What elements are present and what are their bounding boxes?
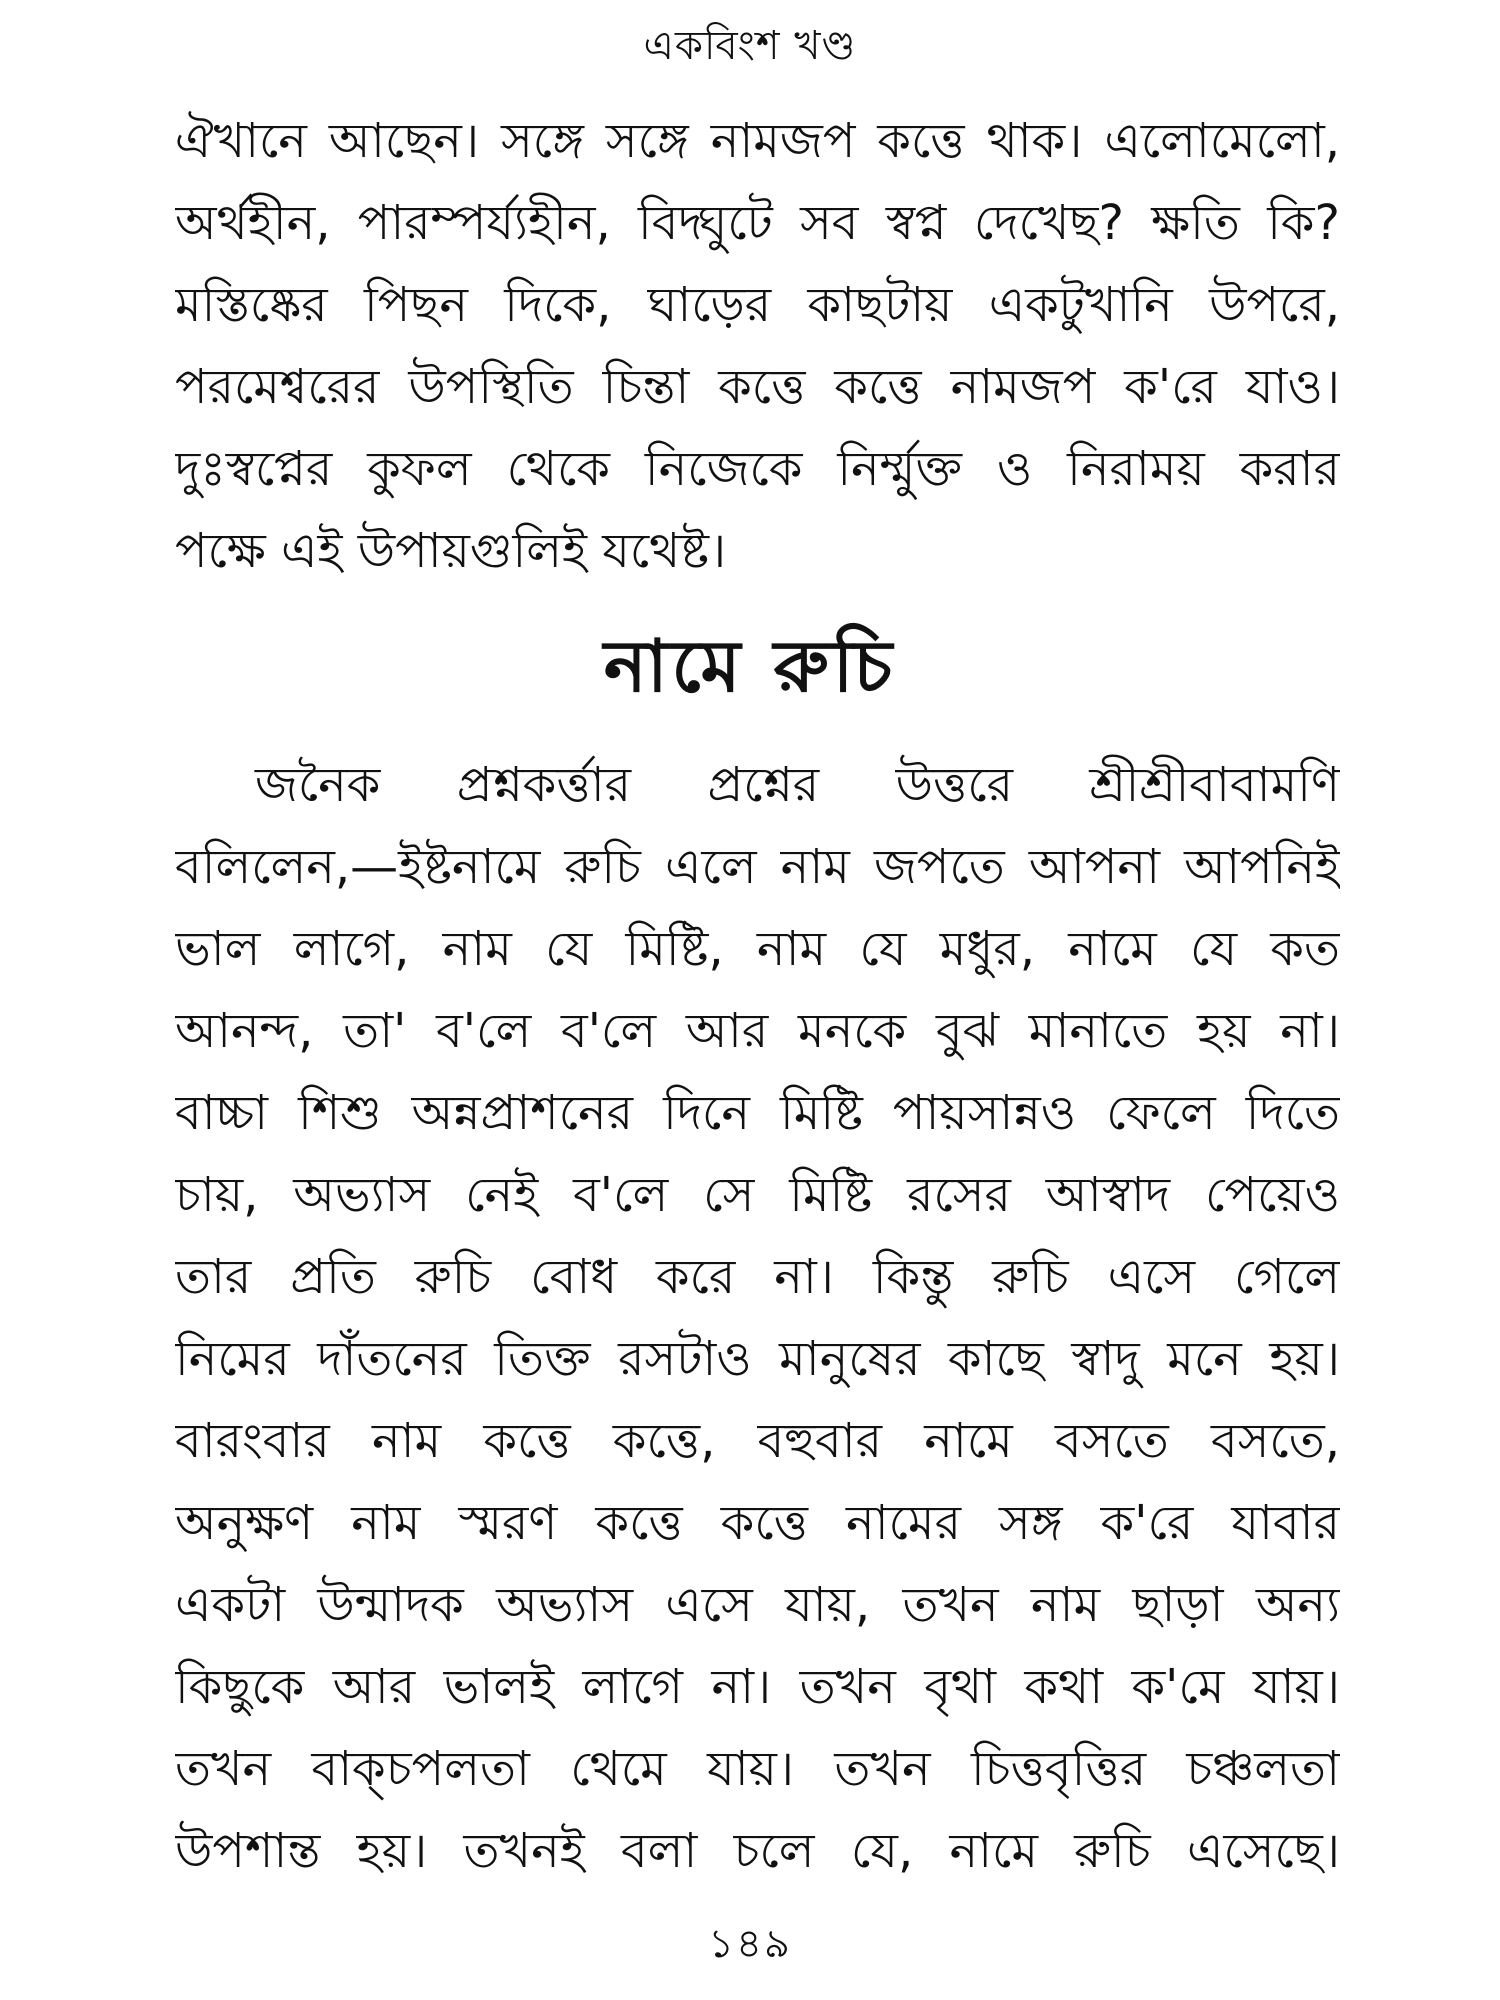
- paragraph-line: ঐখানে আছেন। সঙ্গে সঙ্গে নামজপ কত্তে থাক। এলোমেলো,: [175, 113, 1340, 169]
- paragraph-line: কিছুকে আর ভালই লাগে না। তখন বৃথা কথা ক'মে যায়।: [175, 1659, 1340, 1715]
- paragraph-line: অনুক্ষণ নাম স্মরণ কত্তে কত্তে নামের সঙ্গ ক'রে যাবার: [175, 1495, 1340, 1551]
- paragraph-line: মস্তিষ্কের পিছন দিকে, ঘাড়ের কাছটায় একটুখানি উপরে,: [175, 277, 1340, 333]
- paragraph-line: বারংবার নাম কত্তে কত্তে, বহুবার নামে বসতে বসতে,: [175, 1413, 1340, 1469]
- paragraph-line: আনন্দ, তা' ব'লে ব'লে আর মনকে বুঝ মানাতে হয় না।: [175, 1003, 1340, 1059]
- page-number: ১৪৯: [708, 1921, 792, 1967]
- paragraph-line: পরমেশ্বরের উপস্থিতি চিন্তা কত্তে কত্তে নামজপ ক'রে যাও।: [175, 359, 1340, 415]
- paragraph-line: জনৈক প্রশ্নকর্ত্তার প্রশ্নের উত্তরে শ্রীশ্রীবাবামণি: [255, 757, 1340, 813]
- paragraph-line: চায়, অভ্যাস নেই ব'লে সে মিষ্টি রসের আস্বাদ পেয়েও: [175, 1167, 1340, 1223]
- paragraph-line: বলিলেন,—ইষ্টনামে রুচি এলে নাম জপতে আপনা আপনিই: [175, 839, 1340, 895]
- paragraph-line: উপশান্ত হয়। তখনই বলা চলে যে, নামে রুচি এসেছে।: [175, 1823, 1340, 1879]
- paragraph-line: বাচ্চা শিশু অন্নপ্রাশনের দিনে মিষ্টি পায়সান্নও ফেলে দিতে: [175, 1085, 1340, 1141]
- top-paragraph: [175, 100, 1340, 592]
- paragraph-line: পক্ষে এই উপায়গুলিই যথেষ্ট।: [175, 523, 727, 579]
- section-heading: নামে রুচি: [603, 624, 897, 708]
- paragraph-line: নিমের দাঁতনের তিক্ত রসটাও মানুষের কাছে স্বাদু মনে হয়।: [175, 1331, 1340, 1387]
- paragraph-line: অর্থহীন, পারম্পর্য্যহীন, বিদ্ঘুটে সব স্বপ্ন দেখেছ? ক্ষতি কি?: [175, 195, 1340, 251]
- paragraph-line: একটা উন্মাদক অভ্যাস এসে যায়, তখন নাম ছাড়া অন্য: [175, 1577, 1340, 1633]
- paragraph-line: দুঃস্বপ্নের কুফল থেকে নিজেকে নির্ম্মুক্ত ও নিরাময় করার: [175, 441, 1340, 497]
- main-paragraph: [175, 744, 1340, 1892]
- paragraph-line: ভাল লাগে, নাম যে মিষ্টি, নাম যে মধুর, নামে যে কত: [175, 921, 1340, 977]
- paragraph-line: তার প্রতি রুচি বোধ করে না। কিন্তু রুচি এসে গেলে: [175, 1249, 1340, 1305]
- running-head: একবিংশ খণ্ড: [643, 23, 857, 69]
- paragraph-line: তখন বাক্চপলতা থেমে যায়। তখন চিত্তবৃত্তির চঞ্চলতা: [175, 1741, 1340, 1797]
